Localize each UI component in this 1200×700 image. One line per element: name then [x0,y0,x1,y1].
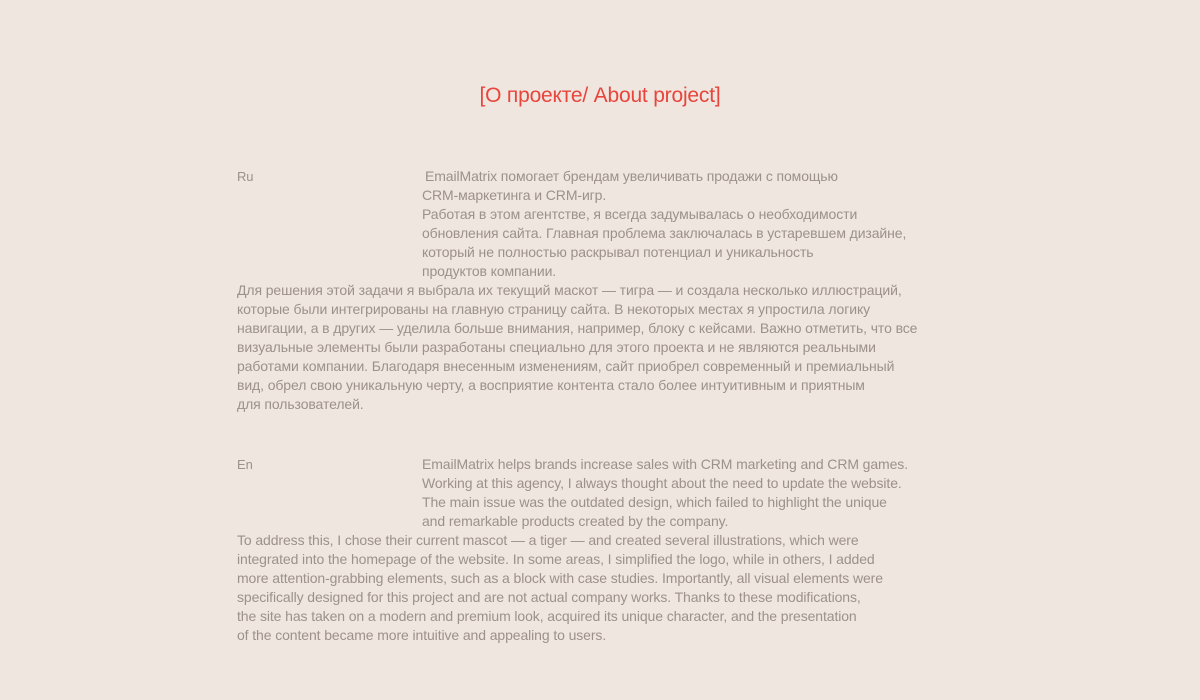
text-line: integrated into the homepage of the website. In some areas, I simplified the logo, while in others, I added [237,551,875,567]
section-ru [237,167,977,414]
text-line: EmailMatrix помогает брендам увеличивать продажи с помощью [425,168,838,184]
text-line: навигации, а в других — уделила больше внимания, например, блоку с кейсами. Важно отметить, что все [237,320,918,336]
text-line: The main issue was the outdated design, which failed to highlight the unique [422,494,887,510]
text-line: EmailMatrix helps brands increase sales with CRM marketing and CRM games. [422,456,908,472]
text-line: для пользователей. [237,396,364,412]
text-line: of the content became more intuitive and appealing to users. [237,627,607,643]
body-text-ru [237,281,977,414]
text-line: CRM-маркетинга и CRM-игр. [422,187,607,203]
text-line: Для решения этой задачи я выбрала их текущий маскот — тигра — и создала несколько иллюстраций, [237,282,902,298]
text-line: To address this, I chose their current mascot — a tiger — and created several illustrations, which were [237,532,859,548]
text-line: вид, обрел свою уникальную черту, а восприятие контента стало более интуитивным и приятным [237,377,865,393]
text-line: specifically designed for this project and are not actual company works. Thanks to these modifications, [237,589,861,605]
text-line: продуктов компании. [422,263,557,279]
section-en [237,455,977,645]
text-line: the site has taken on a modern and premium look, acquired its unique character, and the presentation [237,608,857,624]
text-line: которые были интегрированы на главную страницу сайта. В некоторых местах я упростила логику [237,301,871,317]
text-line: обновления сайта. Главная проблема заключалась в устаревшем дизайне, [422,225,907,241]
body-text-en [237,531,977,645]
text-line: визуальные элементы были разработаны специально для этого проекта и не являются реальными [237,339,876,355]
intro-text-en [422,455,977,531]
page-title: [О проекте/ About project] [479,84,721,107]
language-label-en: En [237,457,253,472]
text-line: Working at this agency, I always thought about the need to update the website. [422,475,902,491]
text-line: and remarkable products created by the company. [422,513,729,529]
intro-text-ru [422,167,977,281]
language-label-ru: Ru [237,169,254,184]
text-line: more attention-grabbing elements, such as a block with case studies. Importantly, all visual elements were [237,570,883,586]
text-line: работами компании. Благодаря внесенным изменениям, сайт приобрел современный и премиальный [237,358,895,374]
text-line: который не полностью раскрывал потенциал и уникальность [422,244,814,260]
text-line: Работая в этом агентстве, я всегда задумывалась о необходимости [422,206,858,222]
